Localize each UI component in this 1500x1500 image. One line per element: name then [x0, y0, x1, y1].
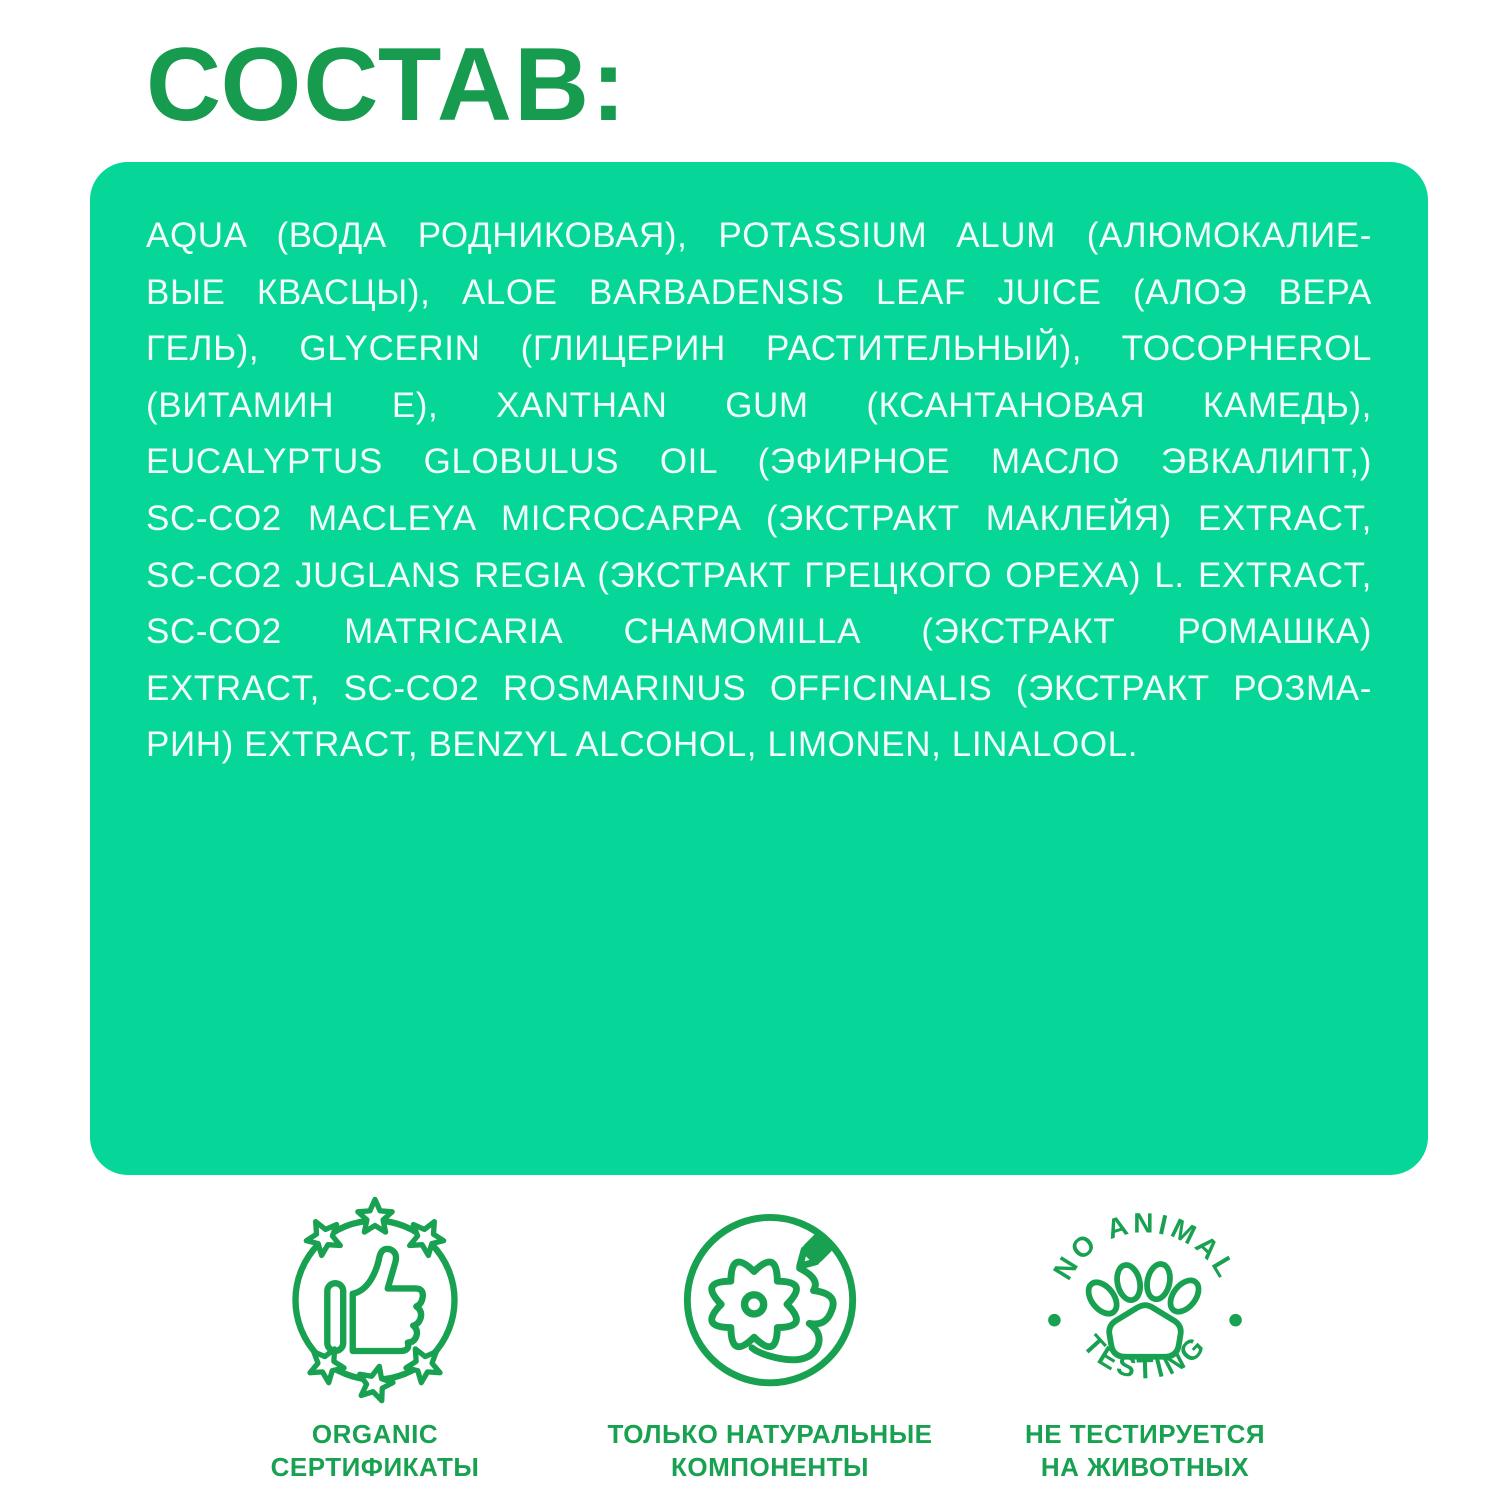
no-animal-testing-paw-icon: [1039, 1192, 1251, 1404]
badge-caption-line: ORGANIC: [311, 1419, 439, 1449]
ingredient-line: SC-CO2 MACLEYA MICROCARPA (ЭКСТРАКТ МАКЛЕЙЯ) EXTRACT,: [146, 498, 1372, 538]
ingredient-line: ВЫЕ КВАСЦЫ), ALOE BARBADENSIS LEAF JUICE (АЛОЭ ВЕРА: [146, 272, 1372, 312]
ingredient-line: EXTRACT, SC-CO2 ROSMARINUS OFFICINALIS (ЭКСТРАКТ РОЗМА-: [146, 668, 1372, 708]
curved-text-top: NO ANIMAL: [1047, 1207, 1244, 1286]
ingredient-line: EUCALYPTUS GLOBULUS OIL (ЭФИРНОЕ МАСЛО ЭВКАЛИПТ,): [146, 442, 1372, 482]
badge-caption-line: КОМПОНЕНТЫ: [671, 1452, 869, 1482]
ingredient-line: SC-CO2 JUGLANS REGIA (ЭКСТРАКТ ГРЕЦКОГО ОРЕХА) L. EXTRACT,: [146, 555, 1372, 595]
badge-caption-line: НЕ ТЕСТИРУЕТСЯ: [1024, 1419, 1266, 1449]
left-dot: [1048, 1314, 1061, 1327]
organic-thumbs-up-stars-icon: [269, 1192, 481, 1404]
ingredients-panel: [90, 162, 1428, 1175]
badge-no-animal-testing: [975, 1192, 1315, 1484]
badge-natural-components: [600, 1192, 940, 1484]
curved-text-bottom: TESTING: [1077, 1328, 1214, 1385]
badge-caption-line: СЕРТИФИКАТЫ: [270, 1452, 480, 1482]
badge-caption: [205, 1418, 545, 1484]
badge-organic-certificates: [205, 1192, 545, 1484]
badge-caption-line: НА ЖИВОТНЫХ: [1040, 1452, 1250, 1482]
ingredient-line: SC-CO2 MATRICARIA CHAMOMILLA (ЭКСТРАКТ РОМАШКА): [146, 612, 1372, 652]
badge-caption: [975, 1418, 1315, 1484]
ingredient-line: (ВИТАМИН Е), XANTHAN GUM (КСАНТАНОВАЯ КАМЕДЬ),: [146, 385, 1372, 425]
ingredient-line: AQUA (ВОДА РОДНИКОВАЯ), POTASSIUM ALUM (АЛЮМОКАЛИЕ-: [146, 216, 1372, 255]
page-title: СОСТАВ:: [146, 27, 628, 143]
natural-components-flower-pen-icon: [664, 1192, 876, 1404]
right-dot: [1229, 1314, 1242, 1327]
ingredient-line: ГЕЛЬ), GLYCERIN (ГЛИЦЕРИН РАСТИТЕЛЬНЫЙ), TOCOPHEROL: [146, 329, 1372, 369]
badge-caption-line: ТОЛЬКО НАТУРАЛЬНЫЕ: [607, 1419, 933, 1449]
badge-caption: [600, 1418, 940, 1484]
ingredient-line: РИН) EXTRACT, BENZYL ALCOHOL, LIMONEN, LINALOOL.: [146, 725, 1139, 765]
